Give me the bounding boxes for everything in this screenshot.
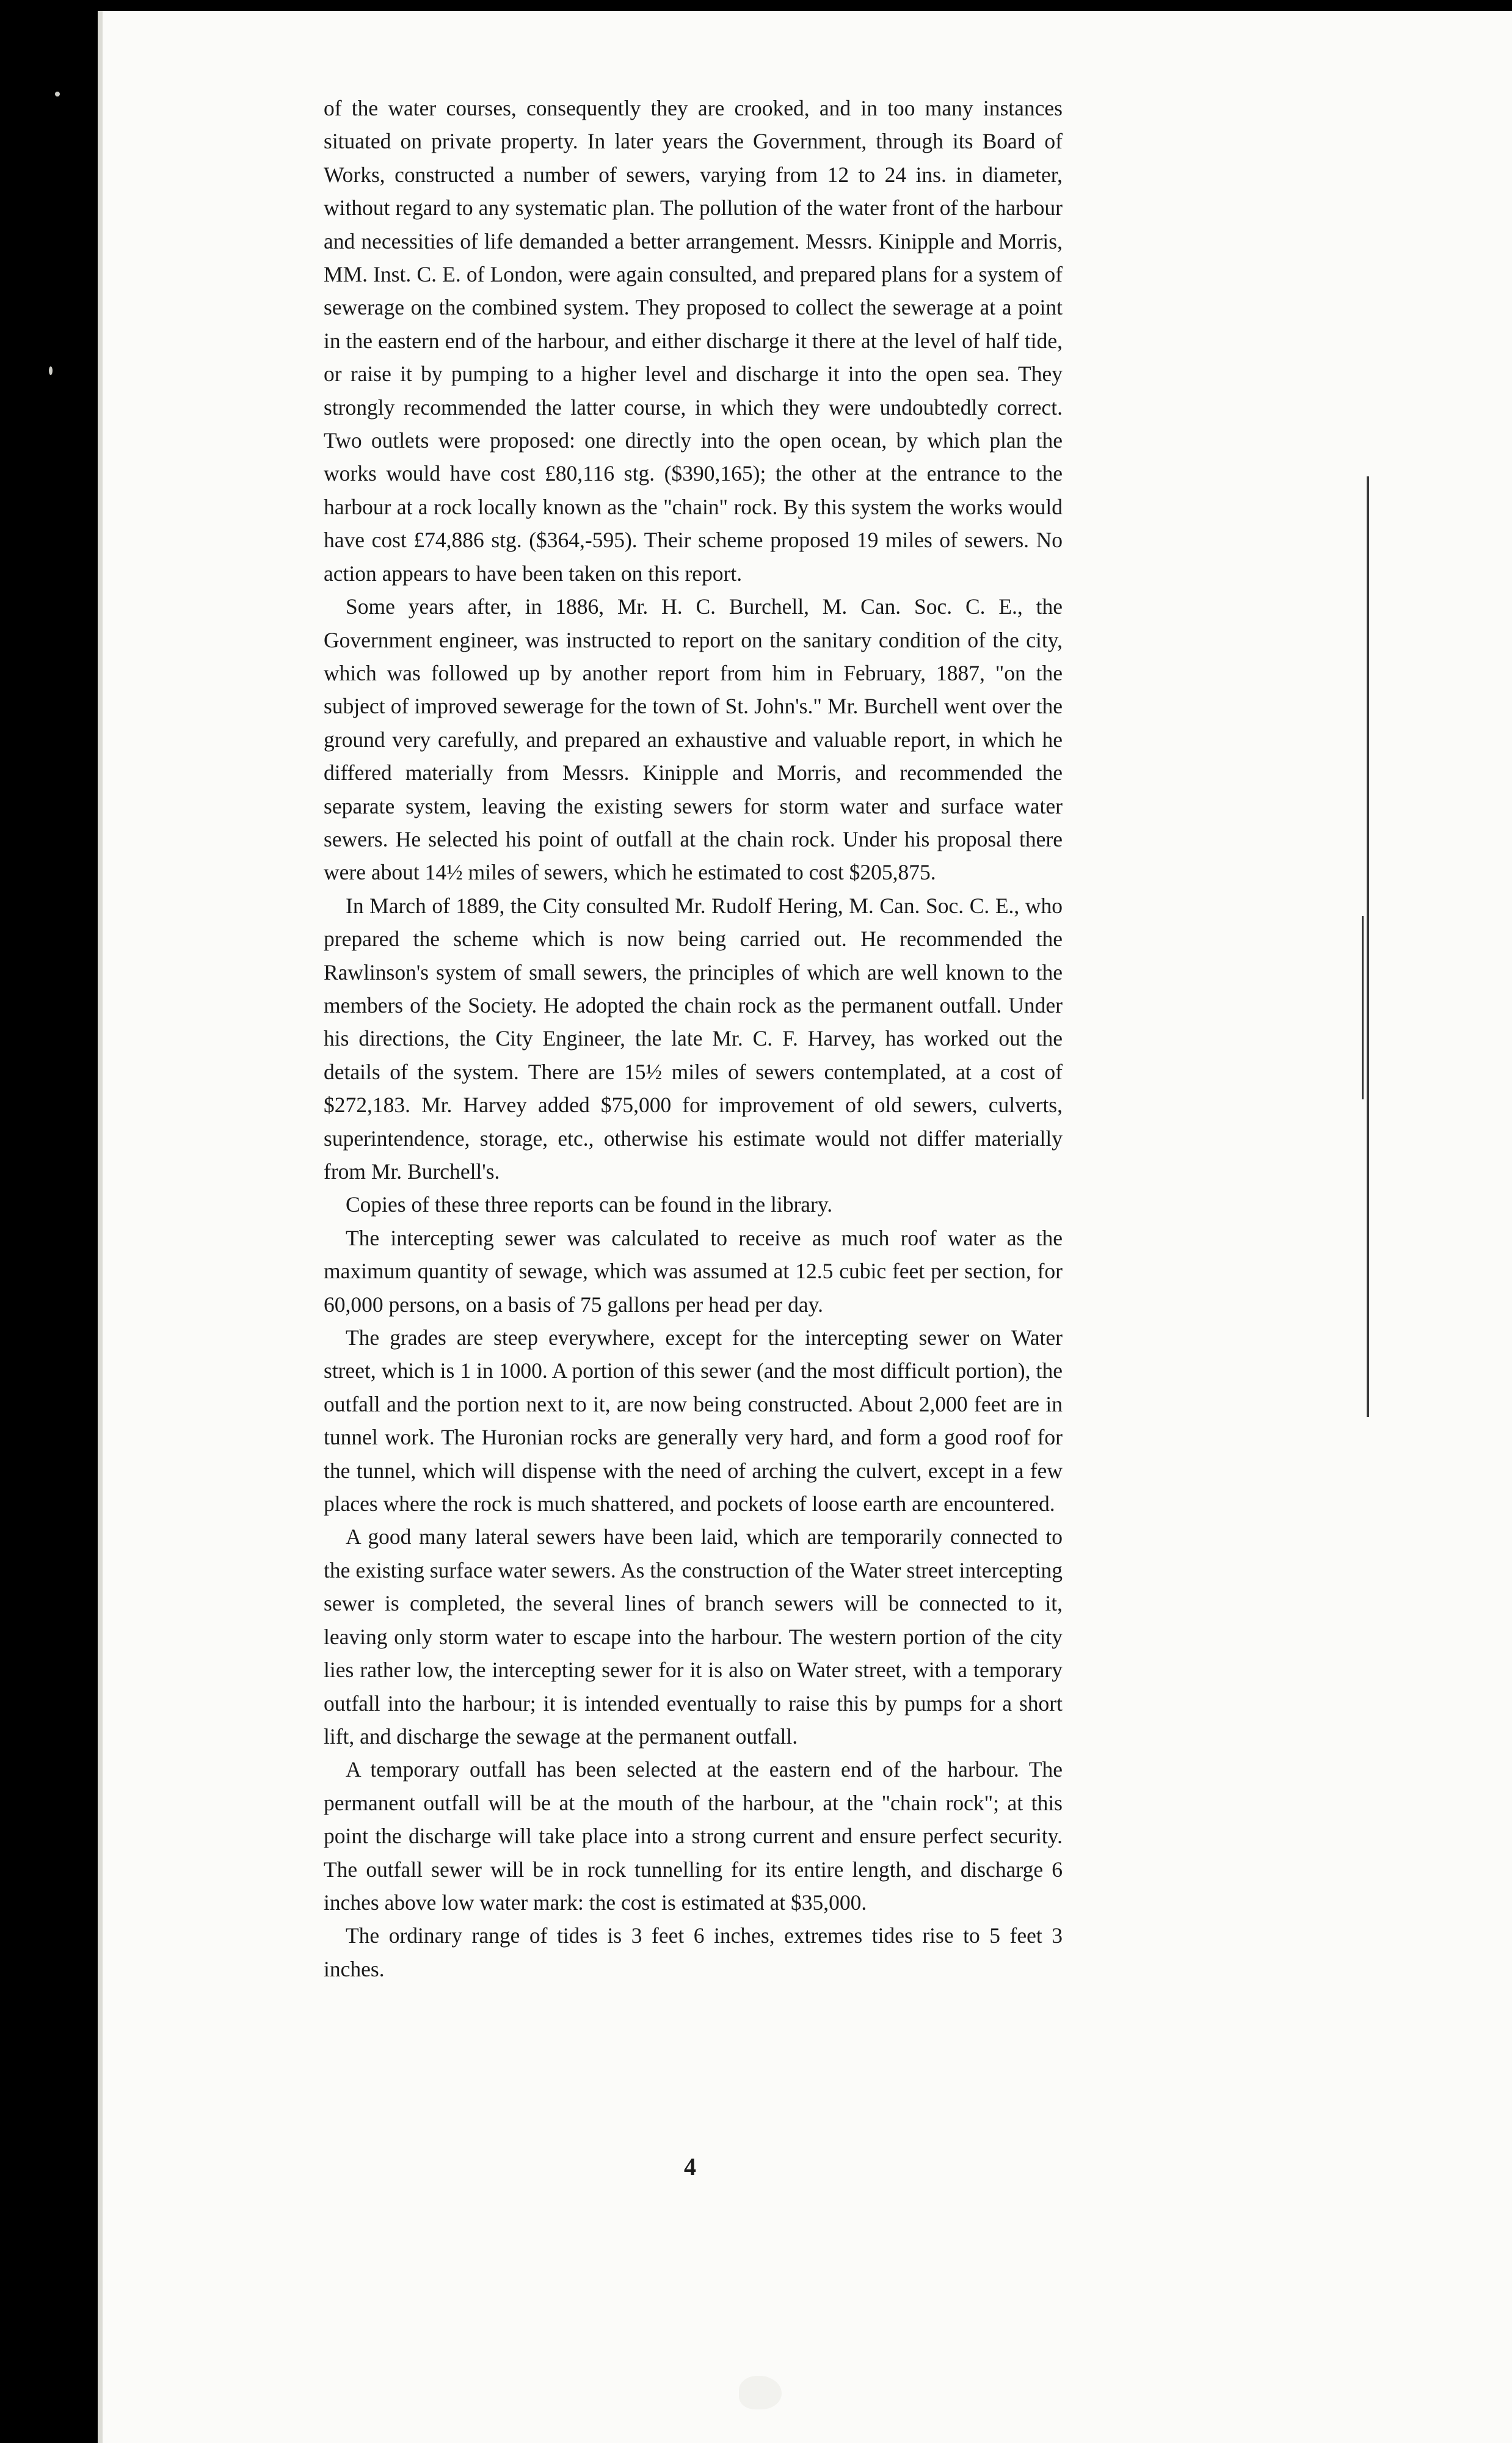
paragraph: A temporary outfall has been selected at the eastern end of the harbour. The permanent outfall will be at the mouth of the harbour, at the "chain rock"; at this point the discharge will take place into a strong current and ensure perfect security. The outfall sewer will be in rock tunnelling for its entire length, and discharge 6 inches above low water mark: the cost is estimated at $35,000. [324, 1757, 1063, 1915]
left-edge-speck [55, 92, 60, 96]
right-margin-scan-line-2 [1362, 916, 1364, 1099]
page-edge-shadow [98, 11, 103, 2443]
paragraph: A good many lateral sewers have been laid, which are temporarily connected to the existing surface water sewers. As the construction of the Water street intercepting sewer is completed, the several lines of branch sewers will be connected to it, leaving only storm water to escape into the harbour. The western portion of the city lies rather low, the intercepting sewer for it is also on Water street, with a temporary outfall into the harbour; it is intended eventually to raise this by pumps for a short lift, and discharge the sewage at the permanent outfall. [324, 1524, 1063, 1749]
article-text [324, 92, 1063, 1986]
paragraph: of the water courses, consequently they are crooked, and in too many instances situated on private property. In later years the Government, through its Board of Works, constructed a number of sewers, varying from 12 to 24 ins. in diameter, without regard to any systematic plan. The pollution of the water front of the harbour and necessities of life demanded a better arrangement. Messrs. Kinipple and Morris, MM. Inst. C. E. of London, were again consulted, and prepared plans for a system of sewerage on the combined system. They proposed to collect the sewerage at a point in the eastern end of the harbour, and either discharge it there at the level of half tide, or raise it by pumping to a higher level and discharge it into the open sea. They strongly recommended the latter course, in which they were undoubtedly correct. Two outlets were proposed: one directly into the open ocean, by which plan the works would have cost £80,116 stg. ($390,165); the other at the entrance to the harbour at a rock locally known as the "chain" rock. By this system the works would have cost £74,886 stg. ($364,-595). Their scheme proposed 19 miles of sewers. No action appears to have been taken on this report. [324, 96, 1063, 586]
paragraph: The intercepting sewer was calculated to receive as much roof water as the maximum quantity of sewage, which was assumed at 12.5 cubic feet per section, for 60,000 persons, on a basis of 75 gallons per head per day. [324, 1225, 1063, 1317]
paragraph: Some years after, in 1886, Mr. H. C. Burchell, M. Can. Soc. C. E., the Government engineer, was instructed to report on the sanitary condition of the city, which was followed up by another report from him in February, 1887, "on the subject of improved sewerage for the town of St. John's." Mr. Burchell went over the ground very carefully, and prepared an exhaustive and valuable report, in which he differed materially from Messrs. Kinipple and Morris, and recommended the separate system, leaving the existing sewers for storm water and surface water sewers. He selected his point of outfall at the chain rock. Under his proposal there were about 14½ miles of sewers, which he estimated to cost $205,875. [324, 594, 1063, 885]
paragraph: Copies of these three reports can be found in the library. [346, 1192, 833, 1217]
page-number: 4 [684, 2153, 696, 2180]
paragraph: The ordinary range of tides is 3 feet 6 inches, extremes tides rise to 5 feet 3 inches. [324, 1923, 1063, 1981]
left-edge-speck-2 [49, 366, 53, 375]
right-margin-scan-line [1367, 476, 1369, 1417]
paragraph: In March of 1889, the City consulted Mr. Rudolf Hering, M. Can. Soc. C. E., who prepared the scheme which is now being carried out. He recommended the Rawlinson's system of small sewers, the principles of which are well known to the members of the Society. He adopted the chain rock as the permanent outfall. Under his directions, the City Engineer, the late Mr. C. F. Harvey, has worked out the details of the system. There are 15½ miles of sewers contemplated, at a cost of $272,183. Mr. Harvey added $75,000 for improvement of old sewers, culverts, superintendence, storage, etc., otherwise his estimate would not differ materially from Mr. Burchell's. [324, 893, 1063, 1184]
bottom-ink-blot [739, 2376, 782, 2409]
paragraph: The grades are steep everywhere, except for the intercepting sewer on Water street, which is 1 in 1000. A portion of this sewer (and the most difficult portion), the outfall and the portion next to it, are now being constructed. About 2,000 feet are in tunnel work. The Huronian rocks are generally very hard, and form a good roof for the tunnel, which will dispense with the need of arching the culvert, except in a few places where the rock is much shattered, and pockets of loose earth are encountered. [324, 1325, 1063, 1516]
